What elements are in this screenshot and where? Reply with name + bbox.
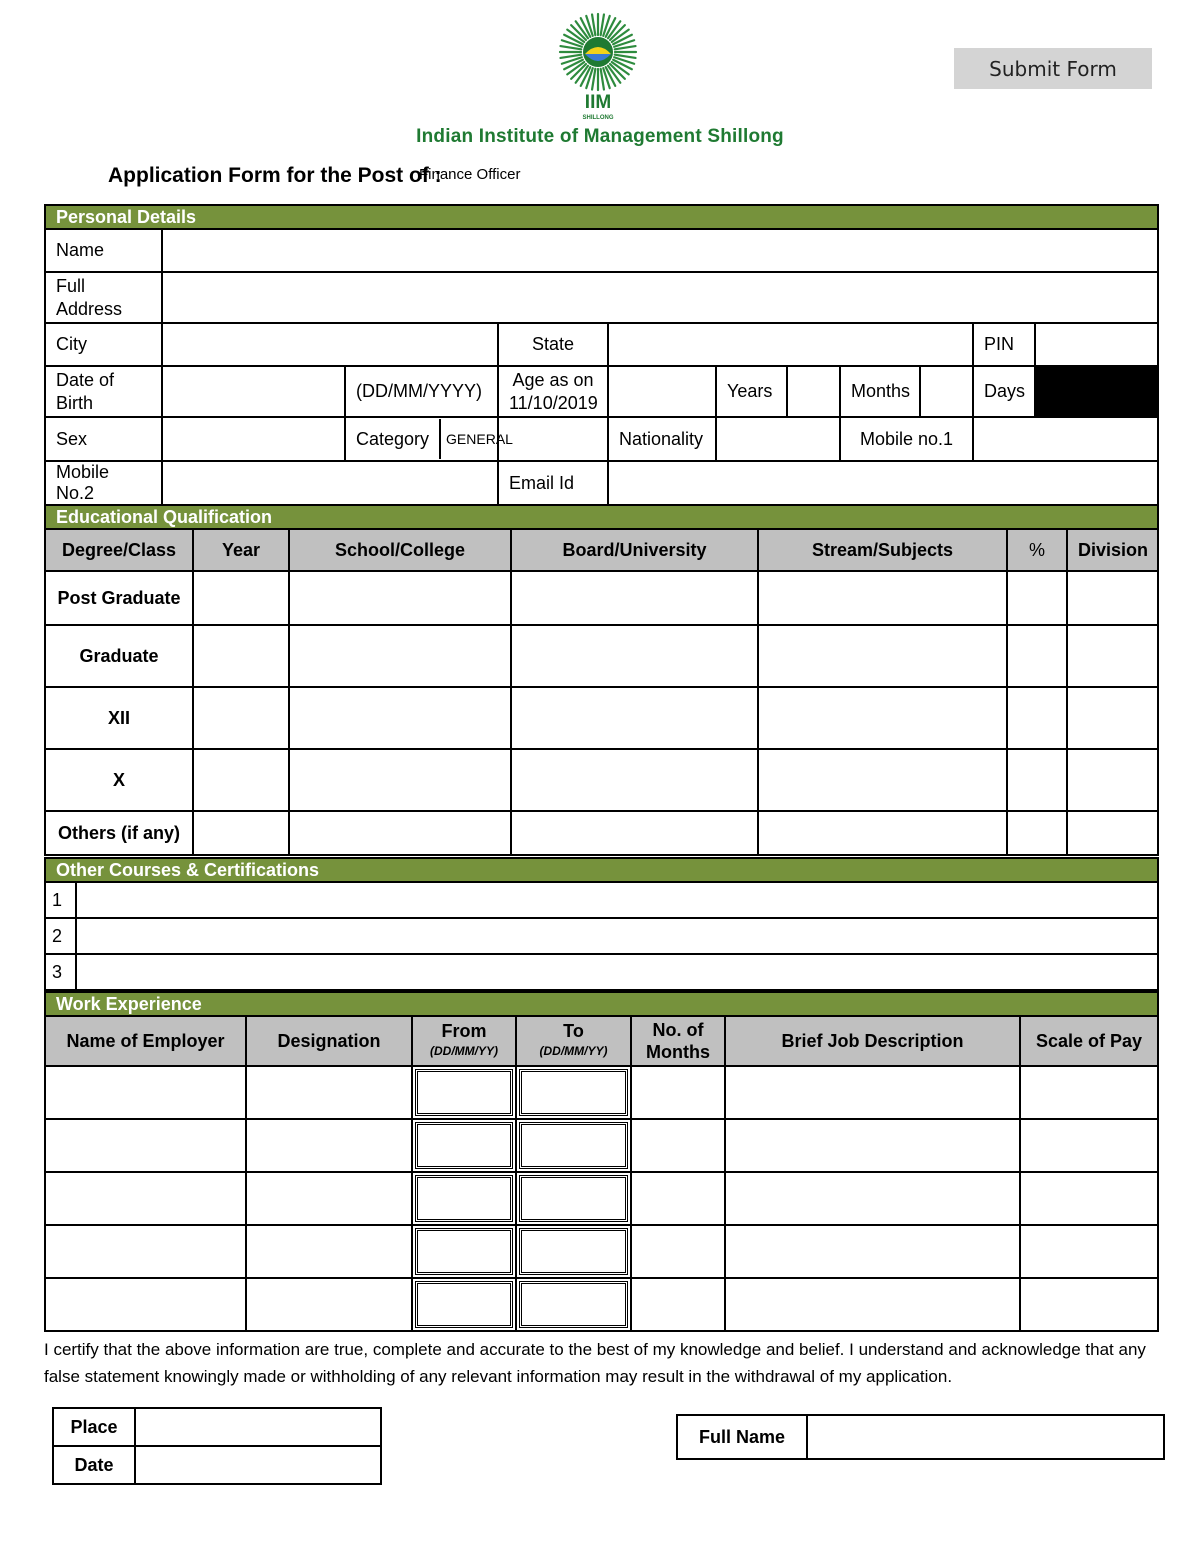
edu-cell[interactable] [758,625,1007,687]
col-to [516,1016,631,1066]
category-label-text: Category [346,419,441,459]
table-row [45,1225,1158,1278]
iim-shillong-logo [548,10,648,122]
work-cell[interactable] [45,1172,246,1225]
edu-cell[interactable] [758,749,1007,811]
edu-cell[interactable] [289,811,511,855]
age-years-field[interactable] [608,366,716,417]
col-months: No. of Months [631,1016,725,1066]
edu-cell[interactable] [758,687,1007,749]
col-description: Brief Job Description [725,1016,1020,1066]
nationality-label: Nationality [608,417,716,461]
certification-statement: I certify that the above information are true, complete and accurate to the best of my knowledge and belief. I understand and acknowledge that any false statement knowingly made or withholding of any relevant information may result in the withdrawal of my application. [44,1340,1146,1386]
course-number: 3 [45,954,76,990]
age-label: Age as on 11/10/2019 [498,366,608,417]
col-degree: Degree/Class [45,529,193,571]
edu-cell[interactable] [193,749,289,811]
full-name-label: Full Name [677,1415,807,1459]
days-label: Days [973,366,1035,417]
course-number: 2 [45,918,76,954]
edu-cell[interactable] [193,625,289,687]
edu-cell[interactable] [193,687,289,749]
dob-format-label: (DD/MM/YYYY) [345,366,498,417]
work-cell[interactable] [725,1278,1020,1331]
place-label: Place [53,1408,135,1446]
col-pay: Scale of Pay [1020,1016,1158,1066]
edu-cell[interactable] [1067,571,1158,625]
work-cell[interactable] [631,1066,725,1119]
city-label: City [45,323,162,366]
date-field[interactable] [135,1446,381,1484]
edu-cell[interactable] [193,811,289,855]
state-label: State [498,323,608,366]
course-field[interactable] [76,954,1158,990]
col-stream: Stream/Subjects [758,529,1007,571]
row-label-others: Others (if any) [45,811,193,855]
mobile2-label: Mobile No.2 [45,461,162,505]
table-row [45,1172,1158,1225]
sex-field[interactable] [162,417,345,461]
state-field[interactable] [608,323,973,366]
work-cell[interactable] [45,1066,246,1119]
svg-text:IIM: IIM [584,92,612,113]
col-percent: % [1007,529,1067,571]
table-row [45,625,1158,687]
work-cell[interactable] [246,1172,412,1225]
work-cell[interactable] [246,1119,412,1172]
edu-cell[interactable] [1007,749,1067,811]
edu-cell[interactable] [511,571,758,625]
months-label: Months [840,366,920,417]
place-date-table [52,1407,382,1485]
col-to-label: To [563,1021,584,1041]
full-name-table [676,1414,1165,1460]
edu-cell[interactable] [193,571,289,625]
table-row [45,1119,1158,1172]
col-board: Board/University [511,529,758,571]
edu-cell[interactable] [1007,571,1067,625]
edu-cell[interactable] [758,811,1007,855]
to-date-field[interactable] [516,1278,631,1331]
section-header-courses: Other Courses & Certifications [45,858,1158,882]
name-field[interactable] [162,229,1158,272]
pin-field[interactable] [1035,323,1158,366]
work-cell[interactable] [1020,1172,1158,1225]
edu-cell[interactable] [289,749,511,811]
edu-cell[interactable] [1007,811,1067,855]
dob-label: Date of Birth [45,366,162,417]
years-label: Years [716,366,787,417]
pin-label: PIN [973,323,1035,366]
city-field[interactable] [162,323,498,366]
work-cell[interactable] [631,1172,725,1225]
submit-form-button[interactable]: Submit Form [954,48,1152,89]
work-cell[interactable] [1020,1278,1158,1331]
edu-cell[interactable] [289,571,511,625]
education-table [44,504,1159,856]
full-name-field[interactable] [807,1415,1164,1459]
course-field[interactable] [76,918,1158,954]
col-from-format: (DD/MM/YY) [430,1044,498,1058]
to-date-field[interactable] [516,1119,631,1172]
work-cell[interactable] [631,1119,725,1172]
work-experience-table [44,991,1159,1332]
from-date-field[interactable] [412,1066,516,1119]
work-cell[interactable] [45,1225,246,1278]
edu-cell[interactable] [758,571,1007,625]
col-designation: Designation [246,1016,412,1066]
institute-name: Indian Institute of Management Shillong [416,126,784,147]
post-label: Application Form for the Post of : [108,164,442,187]
email-label: Email Id [498,461,608,505]
course-field[interactable] [76,882,1158,918]
row-label-post-graduate: Post Graduate [45,571,193,625]
edu-cell[interactable] [1007,625,1067,687]
work-cell[interactable] [631,1225,725,1278]
work-cell[interactable] [725,1225,1020,1278]
work-cell[interactable] [246,1225,412,1278]
edu-cell[interactable] [1067,687,1158,749]
name-label: Name [45,229,162,272]
col-from [412,1016,516,1066]
col-division: Division [1067,529,1158,571]
personal-details-table [44,204,1159,506]
table-row [45,749,1158,811]
from-date-field[interactable] [412,1225,516,1278]
work-cell[interactable] [45,1119,246,1172]
row-label-graduate: Graduate [45,625,193,687]
work-cell[interactable] [1020,1225,1158,1278]
work-cell[interactable] [631,1278,725,1331]
table-row [45,1278,1158,1331]
address-field[interactable] [162,272,1158,323]
work-cell[interactable] [246,1278,412,1331]
nationality-field[interactable] [716,417,840,461]
list-item [45,882,1158,918]
col-from-label: From [441,1021,487,1041]
edu-cell[interactable] [1007,687,1067,749]
edu-cell[interactable] [289,687,511,749]
col-employer: Name of Employer [45,1016,246,1066]
category-field[interactable]: GENERAL [446,431,513,447]
days-value-cell [1035,366,1158,417]
work-cell[interactable] [725,1066,1020,1119]
age-months-field[interactable] [787,366,840,417]
section-header-education: Educational Qualification [45,505,1158,529]
edu-cell[interactable] [511,749,758,811]
section-header-work: Work Experience [45,992,1158,1016]
svg-text:SHILLONG: SHILLONG [582,115,614,121]
course-number: 1 [45,882,76,918]
from-date-field[interactable] [412,1119,516,1172]
edu-cell[interactable] [511,625,758,687]
to-date-field[interactable] [516,1172,631,1225]
edu-cell[interactable] [289,625,511,687]
col-to-format: (DD/MM/YY) [539,1044,608,1058]
mobile1-label: Mobile no.1 [840,417,973,461]
col-year: Year [193,529,289,571]
work-cell[interactable] [1020,1066,1158,1119]
from-date-field[interactable] [412,1278,516,1331]
work-cell[interactable] [725,1172,1020,1225]
age-days-field[interactable] [920,366,973,417]
to-date-field[interactable] [516,1066,631,1119]
work-cell[interactable] [725,1119,1020,1172]
list-item [45,918,1158,954]
address-label: Full Address [45,272,162,323]
table-row [45,811,1158,855]
row-label-x: X [45,749,193,811]
table-row [45,687,1158,749]
mobile2-field[interactable] [162,461,498,505]
table-row [45,571,1158,625]
work-cell[interactable] [246,1066,412,1119]
dob-field[interactable] [162,366,345,417]
edu-cell[interactable] [1067,625,1158,687]
to-date-field[interactable] [516,1225,631,1278]
work-cell[interactable] [45,1278,246,1331]
sex-label: Sex [45,417,162,461]
email-field[interactable] [608,461,1158,505]
courses-table [44,857,1159,991]
col-school: School/College [289,529,511,571]
row-label-xii: XII [45,687,193,749]
place-field[interactable] [135,1408,381,1446]
edu-cell[interactable] [1067,811,1158,855]
from-date-field[interactable] [412,1172,516,1225]
edu-cell[interactable] [511,687,758,749]
list-item [45,954,1158,990]
post-value: Finance Officer [419,166,521,183]
category-label [345,417,513,461]
mobile1-field[interactable] [973,417,1158,461]
section-header-personal: Personal Details [45,205,1158,229]
edu-cell[interactable] [1067,749,1158,811]
work-cell[interactable] [1020,1119,1158,1172]
date-label: Date [53,1446,135,1484]
edu-cell[interactable] [511,811,758,855]
table-row [45,1066,1158,1119]
